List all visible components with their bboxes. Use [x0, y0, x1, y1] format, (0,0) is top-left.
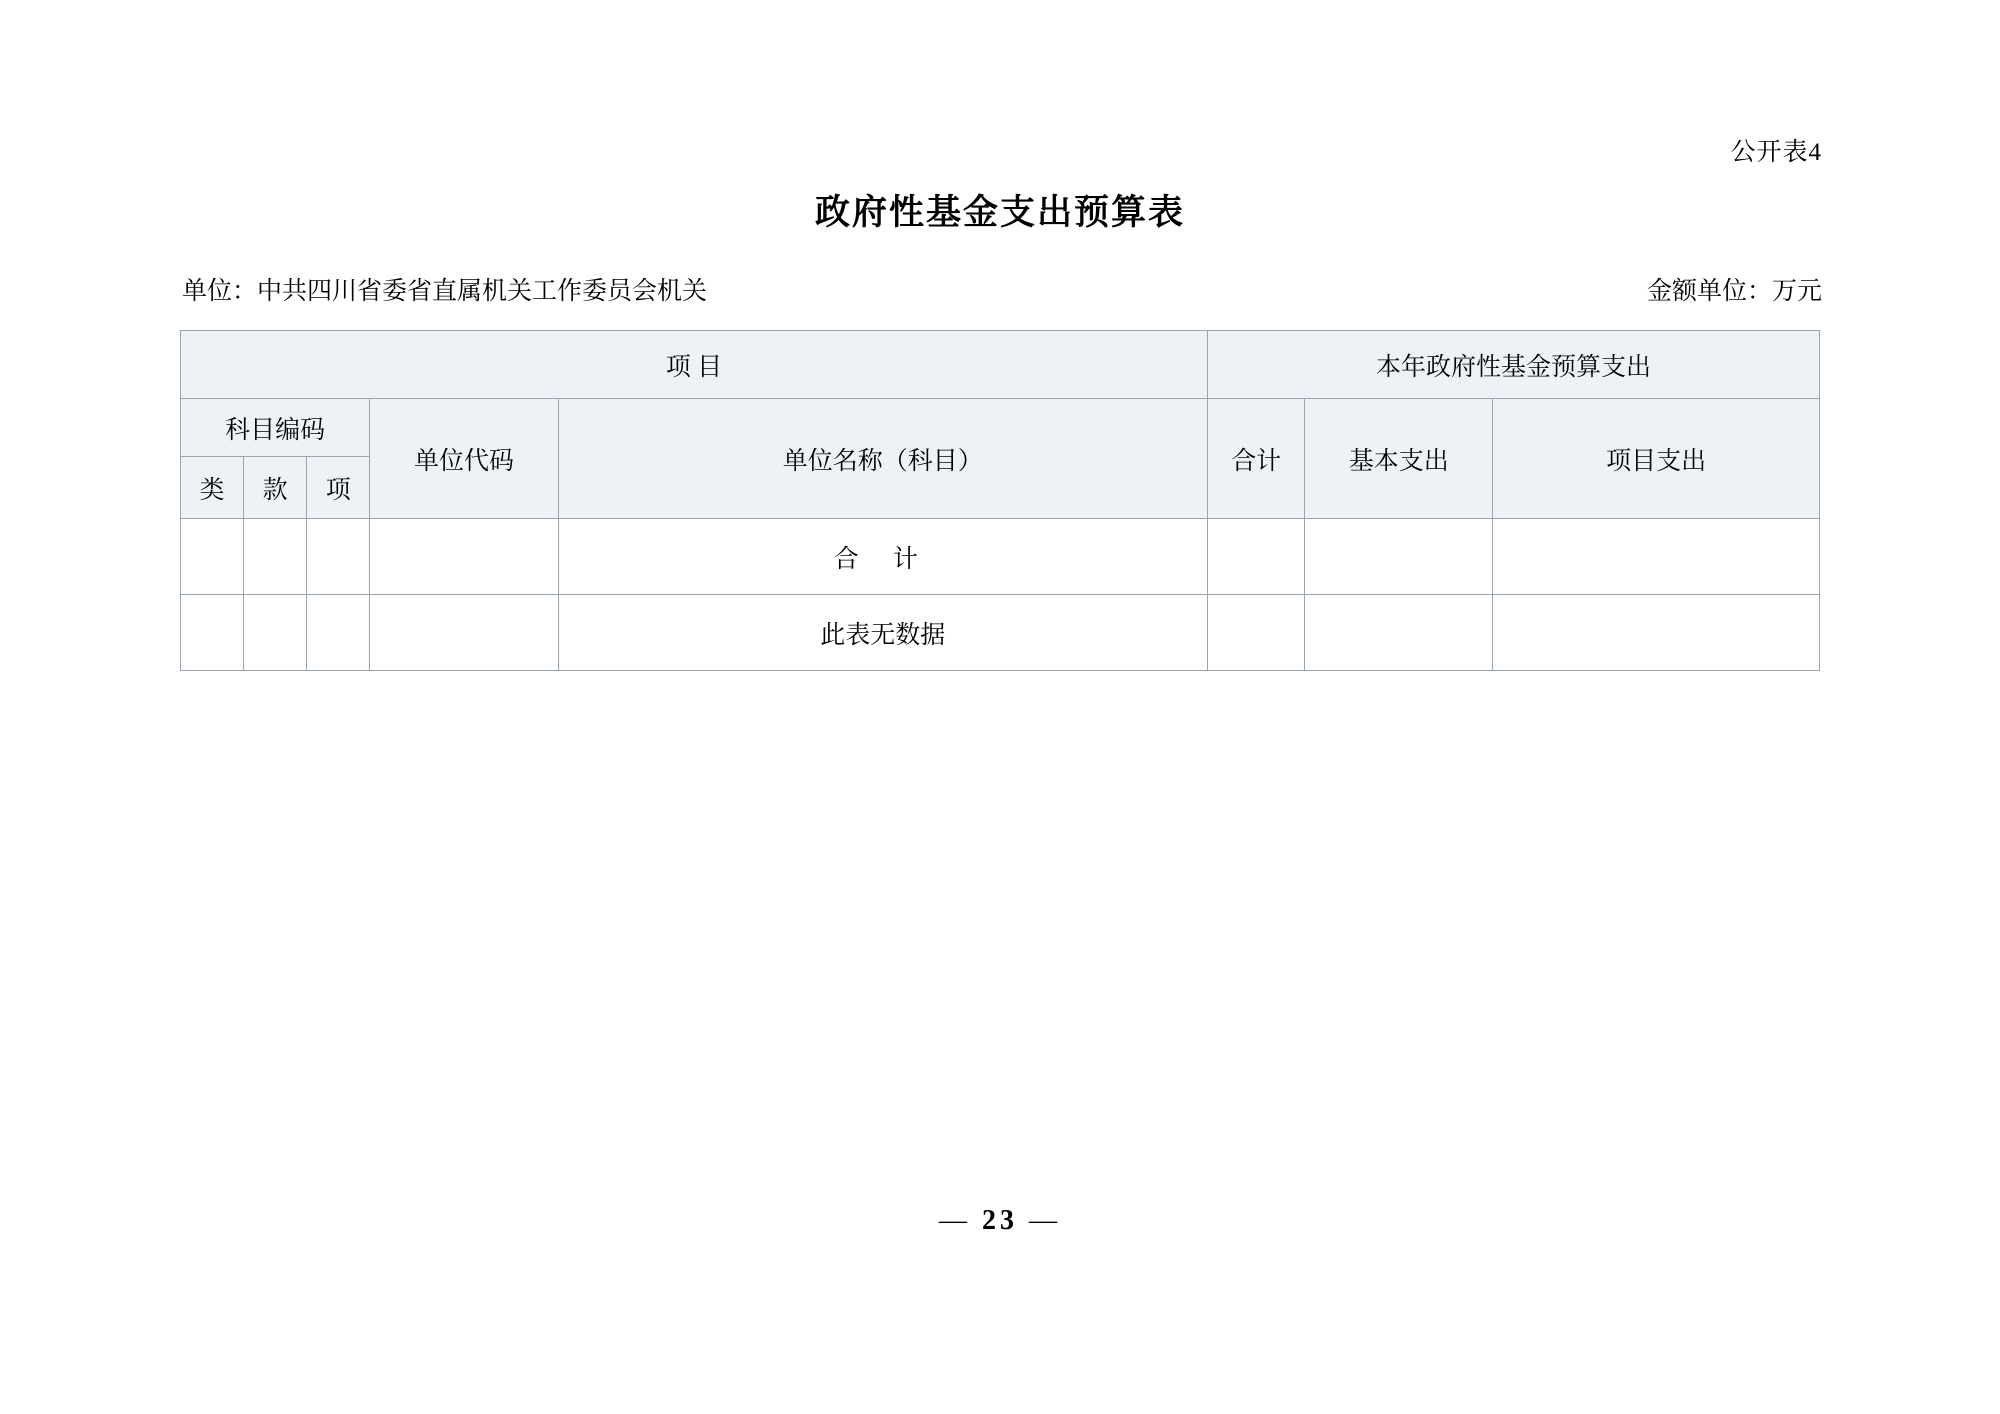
page-dash-left: — [939, 1205, 971, 1236]
cell-code-class [181, 595, 244, 671]
cell-unit-code [370, 595, 558, 671]
subheader-project-expenditure: 项目支出 [1493, 399, 1820, 519]
table-row [181, 519, 1820, 595]
table-row [181, 595, 1820, 671]
page-title: 政府性基金支出预算表 [814, 193, 1185, 232]
cell-basic-expenditure [1305, 595, 1493, 671]
cell-project-expenditure [1493, 595, 1820, 671]
cell-code-section [244, 595, 307, 671]
subheader-unit-name: 单位名称（科目） [558, 399, 1208, 519]
unit-label: 单位：中共四川省委省直属机关工作委员会机关 [182, 278, 708, 305]
cell-total [1208, 595, 1305, 671]
table-group-header-row [181, 331, 1820, 399]
cell-project-expenditure [1493, 519, 1820, 595]
group-header-expenditure: 本年政府性基金预算支出 [1208, 331, 1820, 399]
cell-code-item [307, 595, 370, 671]
subheader-code-group: 科目编码 [181, 399, 370, 457]
table-subheader-row-1 [181, 399, 1820, 457]
cell-unit-name: 合 计 [558, 519, 1208, 595]
page-number [0, 1205, 2000, 1237]
cell-code-section [244, 519, 307, 595]
subheader-basic-expenditure: 基本支出 [1305, 399, 1493, 519]
subheader-total: 合计 [1208, 399, 1305, 519]
budget-table [180, 330, 1820, 671]
group-header-item: 项 目 [181, 331, 1208, 399]
subheader-unit-code: 单位代码 [370, 399, 558, 519]
subheader-code-item: 项 [307, 457, 370, 519]
meta-row [182, 271, 1822, 305]
cell-basic-expenditure [1305, 519, 1493, 595]
subheader-code-section: 款 [244, 457, 307, 519]
cell-code-item [307, 519, 370, 595]
subheader-code-class: 类 [181, 457, 244, 519]
cell-code-class [181, 519, 244, 595]
amount-unit-label: 金额单位：万元 [1646, 278, 1822, 305]
form-tag: 公开表4 [1730, 139, 1822, 166]
cell-unit-code [370, 519, 558, 595]
cell-unit-name: 此表无数据 [558, 595, 1208, 671]
page-dash-right: — [1029, 1205, 1061, 1236]
cell-total [1208, 519, 1305, 595]
page-number-value: 23 [982, 1205, 1018, 1236]
